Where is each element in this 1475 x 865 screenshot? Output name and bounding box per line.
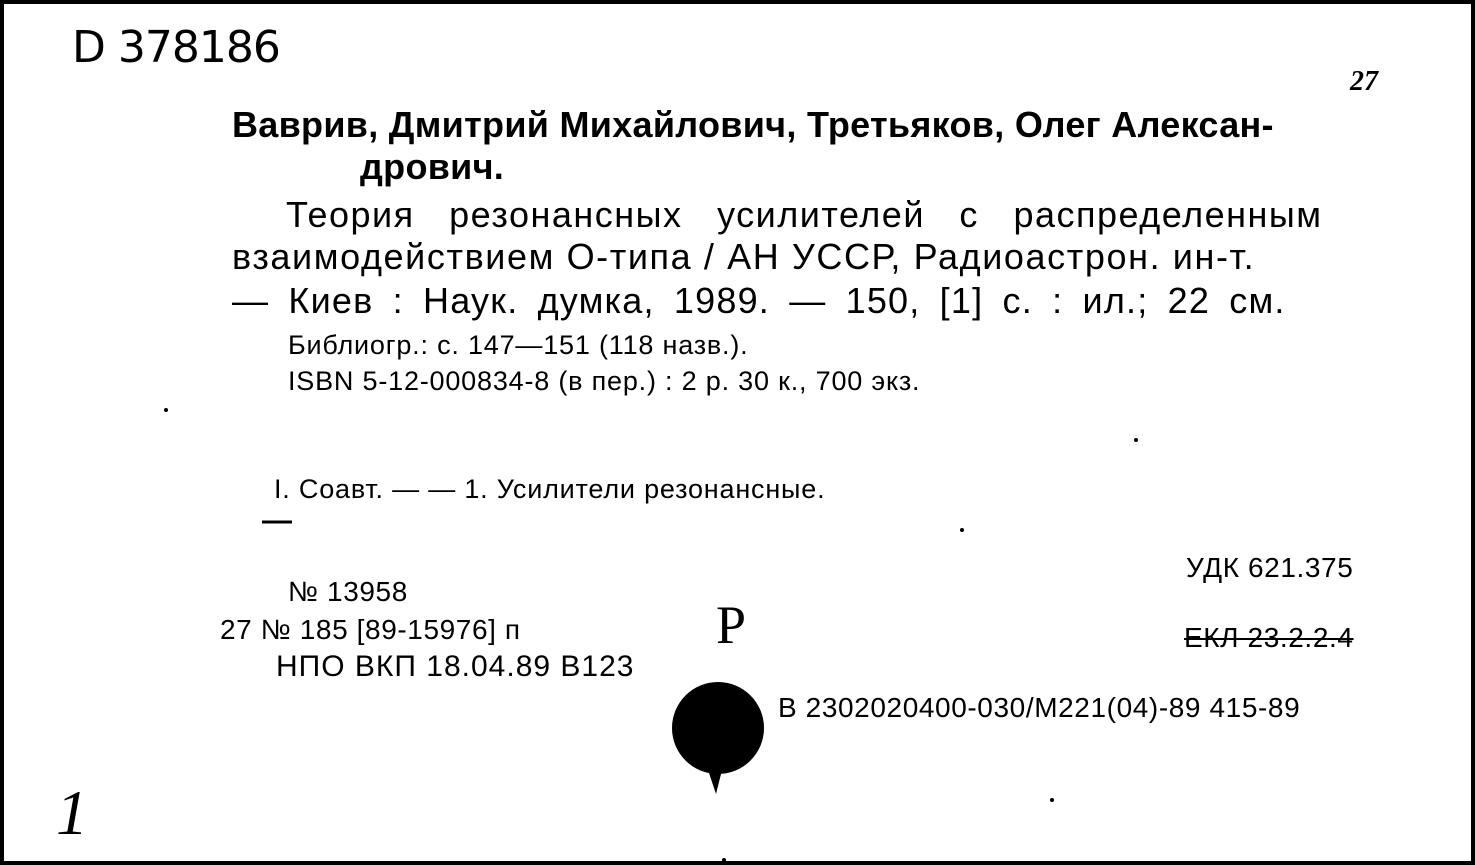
- dash-mark: —: [262, 504, 292, 537]
- title-line-1: Теория резонансных усилителей с распределенным: [286, 194, 1323, 235]
- authors-line-1: Ваврив, Дмитрий Михайлович, Третьяков, Олег Алексан-: [232, 104, 1274, 145]
- subject-headings: I. Соавт. — — 1. Усилители резонансные.: [274, 474, 826, 504]
- classification-code: В 2302020400-030/М221(04)-89 415-89: [778, 692, 1301, 723]
- handwritten-number-one: 1: [56, 777, 88, 848]
- speck: [164, 408, 168, 412]
- title-line-3: — Киев : Наук. думка, 1989. — 150, [1] с. : ил.; 22 см.: [232, 280, 1286, 321]
- speck: [1134, 438, 1138, 442]
- udk-code: УДК 621.375: [1186, 552, 1354, 583]
- number-line: № 13958: [288, 576, 408, 607]
- speck: [960, 528, 964, 532]
- ekl-code: ЕКЛ 23.2.2.4: [1184, 622, 1354, 653]
- npo-line: НПО ВКП 18.04.89 В123: [276, 650, 635, 683]
- speck: [1050, 798, 1054, 802]
- corner-number: 27: [1350, 66, 1378, 97]
- punch-hole: [668, 674, 774, 798]
- speck: [722, 858, 726, 862]
- accession-number: D 378186: [72, 22, 280, 73]
- handwritten-p: Р: [716, 595, 747, 655]
- bibliography-note: Библиогр.: с. 147—151 (118 назв.).: [288, 330, 749, 360]
- title-line-2: взаимодействием О-типа / АН УССР, Радиоастрон. ин-т.: [232, 236, 1256, 277]
- registry-line: 27 № 185 [89-15976] п: [220, 614, 521, 645]
- authors-line-2: дрович.: [360, 146, 505, 187]
- isbn-line: ISBN 5-12-000834-8 (в пер.) : 2 р. 30 к., 700 экз.: [288, 366, 921, 396]
